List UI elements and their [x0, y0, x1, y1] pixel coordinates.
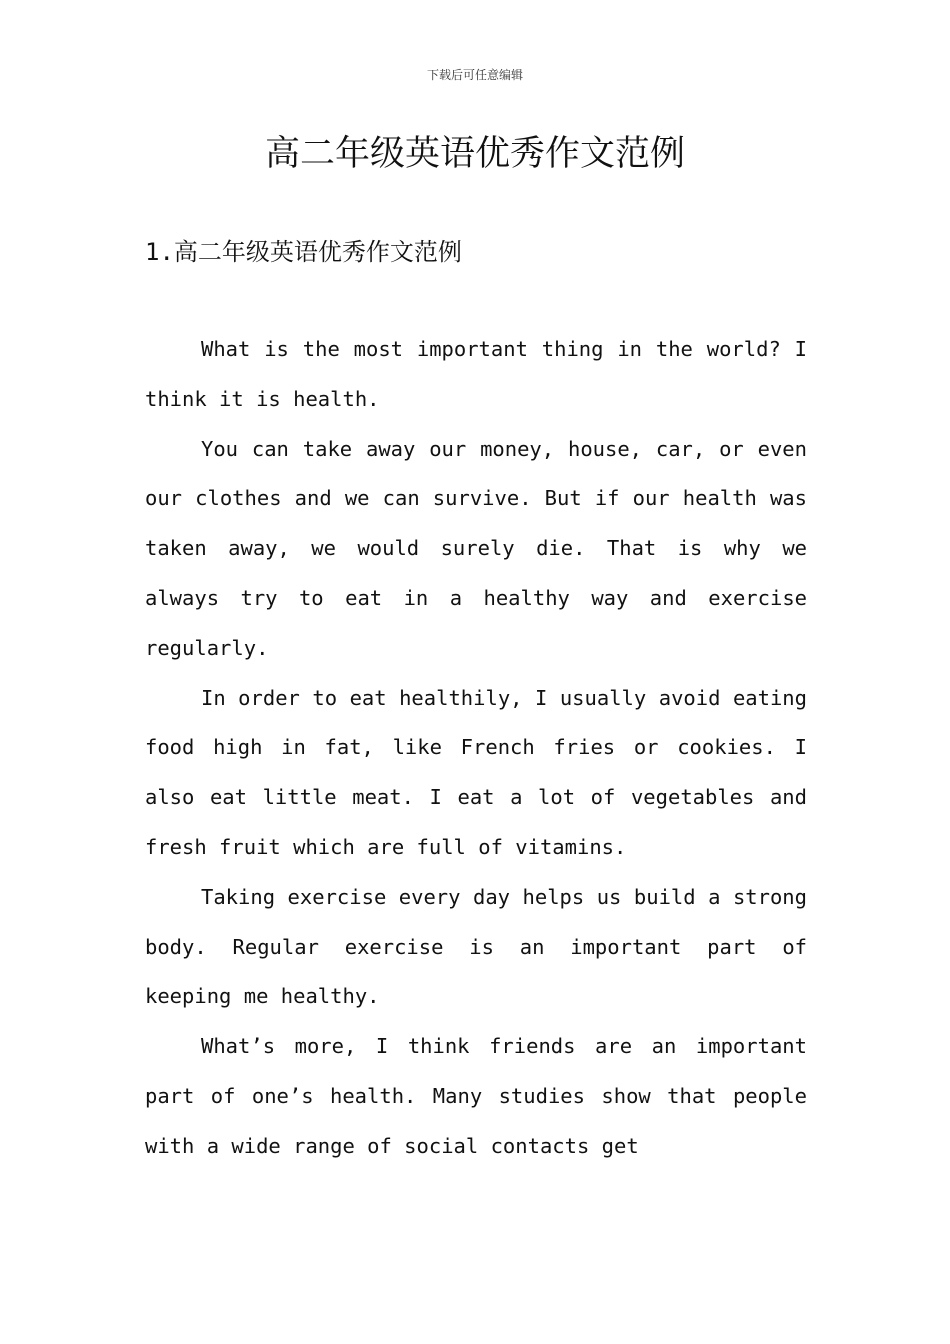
document-title: 高二年级英语优秀作文范例 — [264, 134, 685, 174]
paragraph-3: In order to eat healthily, I usually avoid eating food high in fat, like French fries or cookies. I also eat little meat. I eat a lot of vegetables and fresh fruit which are full of vitamins. — [145, 685, 807, 859]
paragraph-4: Taking exercise every day helps us build a strong body. Regular exercise is an important part of keeping me healthy. — [145, 884, 807, 1009]
essay-body — [145, 325, 807, 1172]
paragraph-5: What’s more, I think friends are an important part of one’s health. Many studies show that people with a wide range of social contacts get — [145, 1034, 807, 1158]
paragraph-1: What is the most important thing in the world? I think it is health. — [145, 337, 807, 411]
paragraph-2: You can take away our money, house, car, or even our clothes and we can survive. But if our health was taken away, we would surely die. That is why we always try to eat in a healthy way and exercise regularly. — [145, 436, 807, 660]
header-note: 下载后可任意编辑 — [426, 68, 523, 82]
section-heading: 1.高二年级英语优秀作文范例 — [145, 238, 462, 266]
